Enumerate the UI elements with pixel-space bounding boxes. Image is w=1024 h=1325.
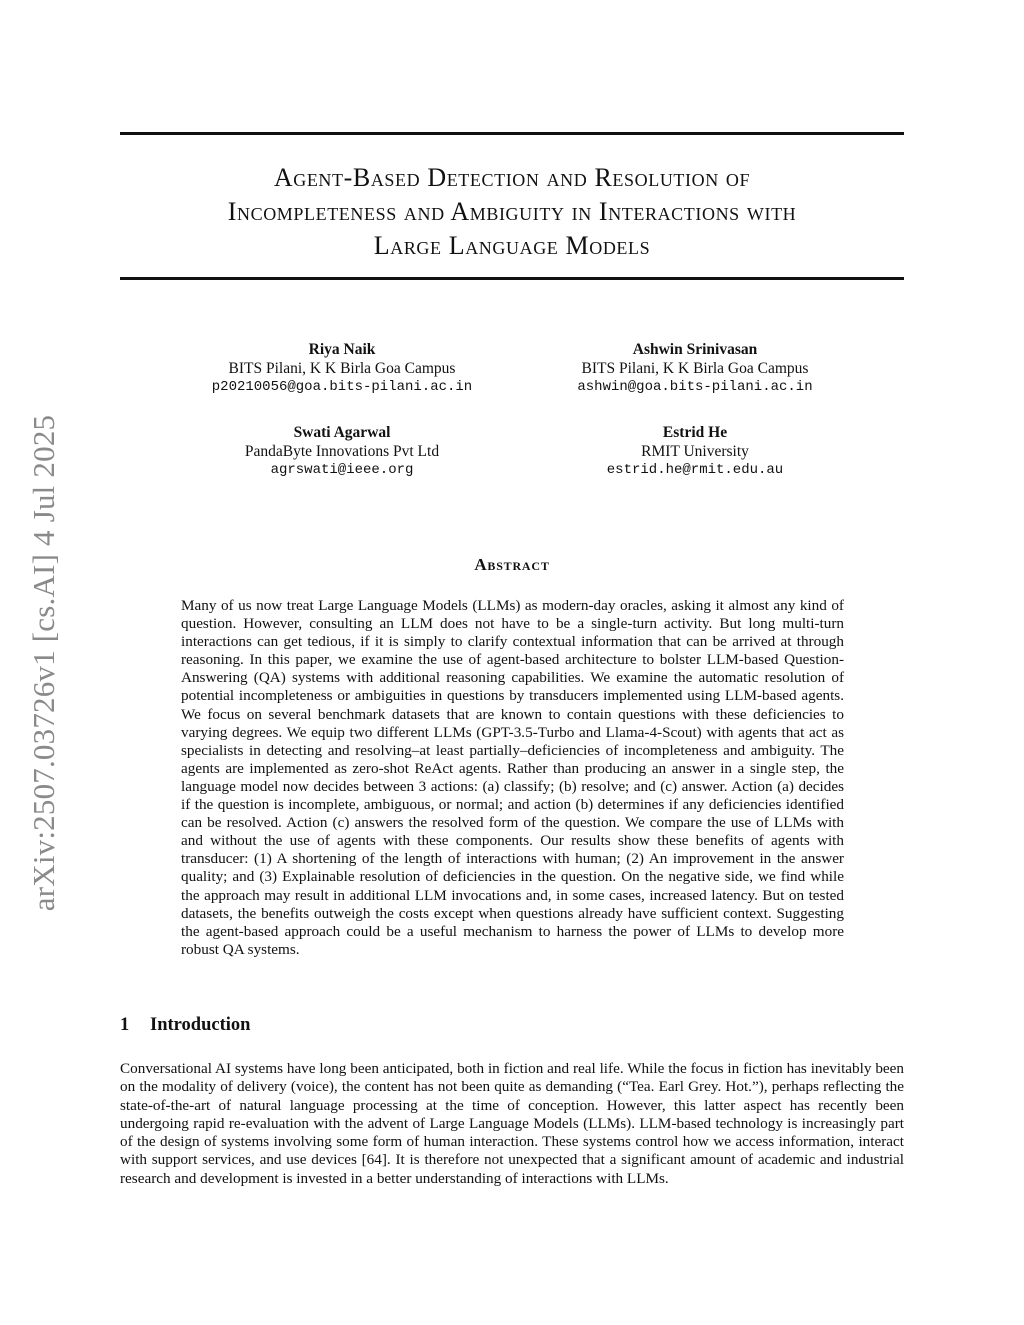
author-block-swati-agarwal: [152, 424, 532, 480]
author-affiliation: RMIT University: [641, 442, 749, 460]
abstract-heading: Abstract: [474, 555, 550, 574]
paper-title: [120, 161, 904, 263]
author-affiliation: PandaByte Innovations Pvt Ltd: [244, 442, 440, 460]
section-heading-introduction: [120, 1015, 250, 1036]
author-block-ashwin-srinivasan: [505, 341, 885, 397]
title-line-2: Incompleteness and Ambiguity in Interactions with: [227, 197, 797, 226]
title-line-1: Agent-Based Detection and Resolution of: [273, 163, 751, 192]
author-block-estrid-he: [505, 424, 885, 480]
author-affiliation: BITS Pilani, K K Birla Goa Campus: [581, 359, 809, 377]
title-line-3: Large Language Models: [373, 231, 651, 260]
author-affiliation: BITS Pilani, K K Birla Goa Campus: [228, 359, 456, 377]
title-bottom-rule: [120, 277, 904, 280]
author-name: Estrid He: [662, 424, 728, 441]
author-email: estrid.he@rmit.edu.au: [606, 462, 784, 478]
title-top-rule: [120, 132, 904, 135]
author-email: ashwin@goa.bits-pilani.ac.in: [577, 379, 813, 395]
section-title: Introduction: [150, 1015, 251, 1035]
author-email: agrswati@ieee.org: [270, 462, 414, 478]
abstract-text: Many of us now treat Large Language Models (LLMs) as modern-day oracles, asking it almost any kind of question. However, consulting an LLM does not have to be a single-turn activity. But long multi-turn interactions can get tedious, if it is simply to clarify contextual information that can be arrived at through reasoning. In this paper, we examine the use of agent-based architecture to bolster LLM-based Question-Answering (QA) systems with additional reasoning capabilities. We examine the automatic resolution of potential incompleteness or ambiguities in questions by transducers implemented using LLM-based agents. We focus on several benchmark datasets that are known to contain questions with these deficiencies to varying degrees. We equip two different LLMs (GPT-3.5-Turbo and Llama-4-Scout) with agents that act as specialists in detecting and resolving–at least partially–deficiencies of incompleteness and ambiguity. The agents are implemented as zero-shot ReAct agents. Rather than producing an answer in a single step, the language model now decides between 3 actions: (a) classify; (b) resolve; and (c) answer. Action (a) decides if the question is incomplete, ambiguous, or normal; and action (b) determines if any deficiencies identified can be resolved. Action (c) answers the resolved form of the question. We compare the use of LLMs with and without the use of agents with these components. Our results show these benefits of agents with transducer: (1) A shortening of the length of interactions with human; (2) An improvement in the answer quality; and (3) Explainable resolution of deficiencies in the question. On the negative side, we find while the approach may result in additional LLM invocations and, in some cases, increased latency. But on tested datasets, the benefits outweigh the costs except when questions already have sufficient context. Suggesting the agent-based approach could be a useful mechanism to harness the power of LLMs to develop more robust QA systems.: [181, 597, 844, 958]
section-number: 1: [120, 1015, 130, 1035]
author-name: Ashwin Srinivasan: [632, 341, 758, 358]
arxiv-identifier-stamp: arXiv:2507.03726v1 [cs.AI] 4 Jul 2025: [26, 414, 61, 912]
author-name: Riya Naik: [308, 341, 376, 358]
author-name: Swati Agarwal: [293, 424, 391, 441]
author-block-riya-naik: [152, 341, 532, 397]
introduction-paragraph: Conversational AI systems have long been anticipated, both in fiction and real life. While the focus in fiction has inevitably been on the modality of delivery (voice), the content has not been quite as demanding (“Tea. Earl Grey. Hot.”), perhaps reflecting the state-of-the-art of natural language processing at the time of conception. However, this latter aspect has recently been undergoing rapid re-evaluation with the advent of Large Language Models (LLMs). LLM-based technology is increasingly part of the design of systems involving some form of human interaction. These systems control how we access information, interact with support services, and use devices [64]. It is therefore not unexpected that a significant amount of academic and industrial research and development is invested in a better understanding of interactions with LLMs.: [120, 1060, 904, 1187]
author-email: p20210056@goa.bits-pilani.ac.in: [211, 379, 473, 395]
